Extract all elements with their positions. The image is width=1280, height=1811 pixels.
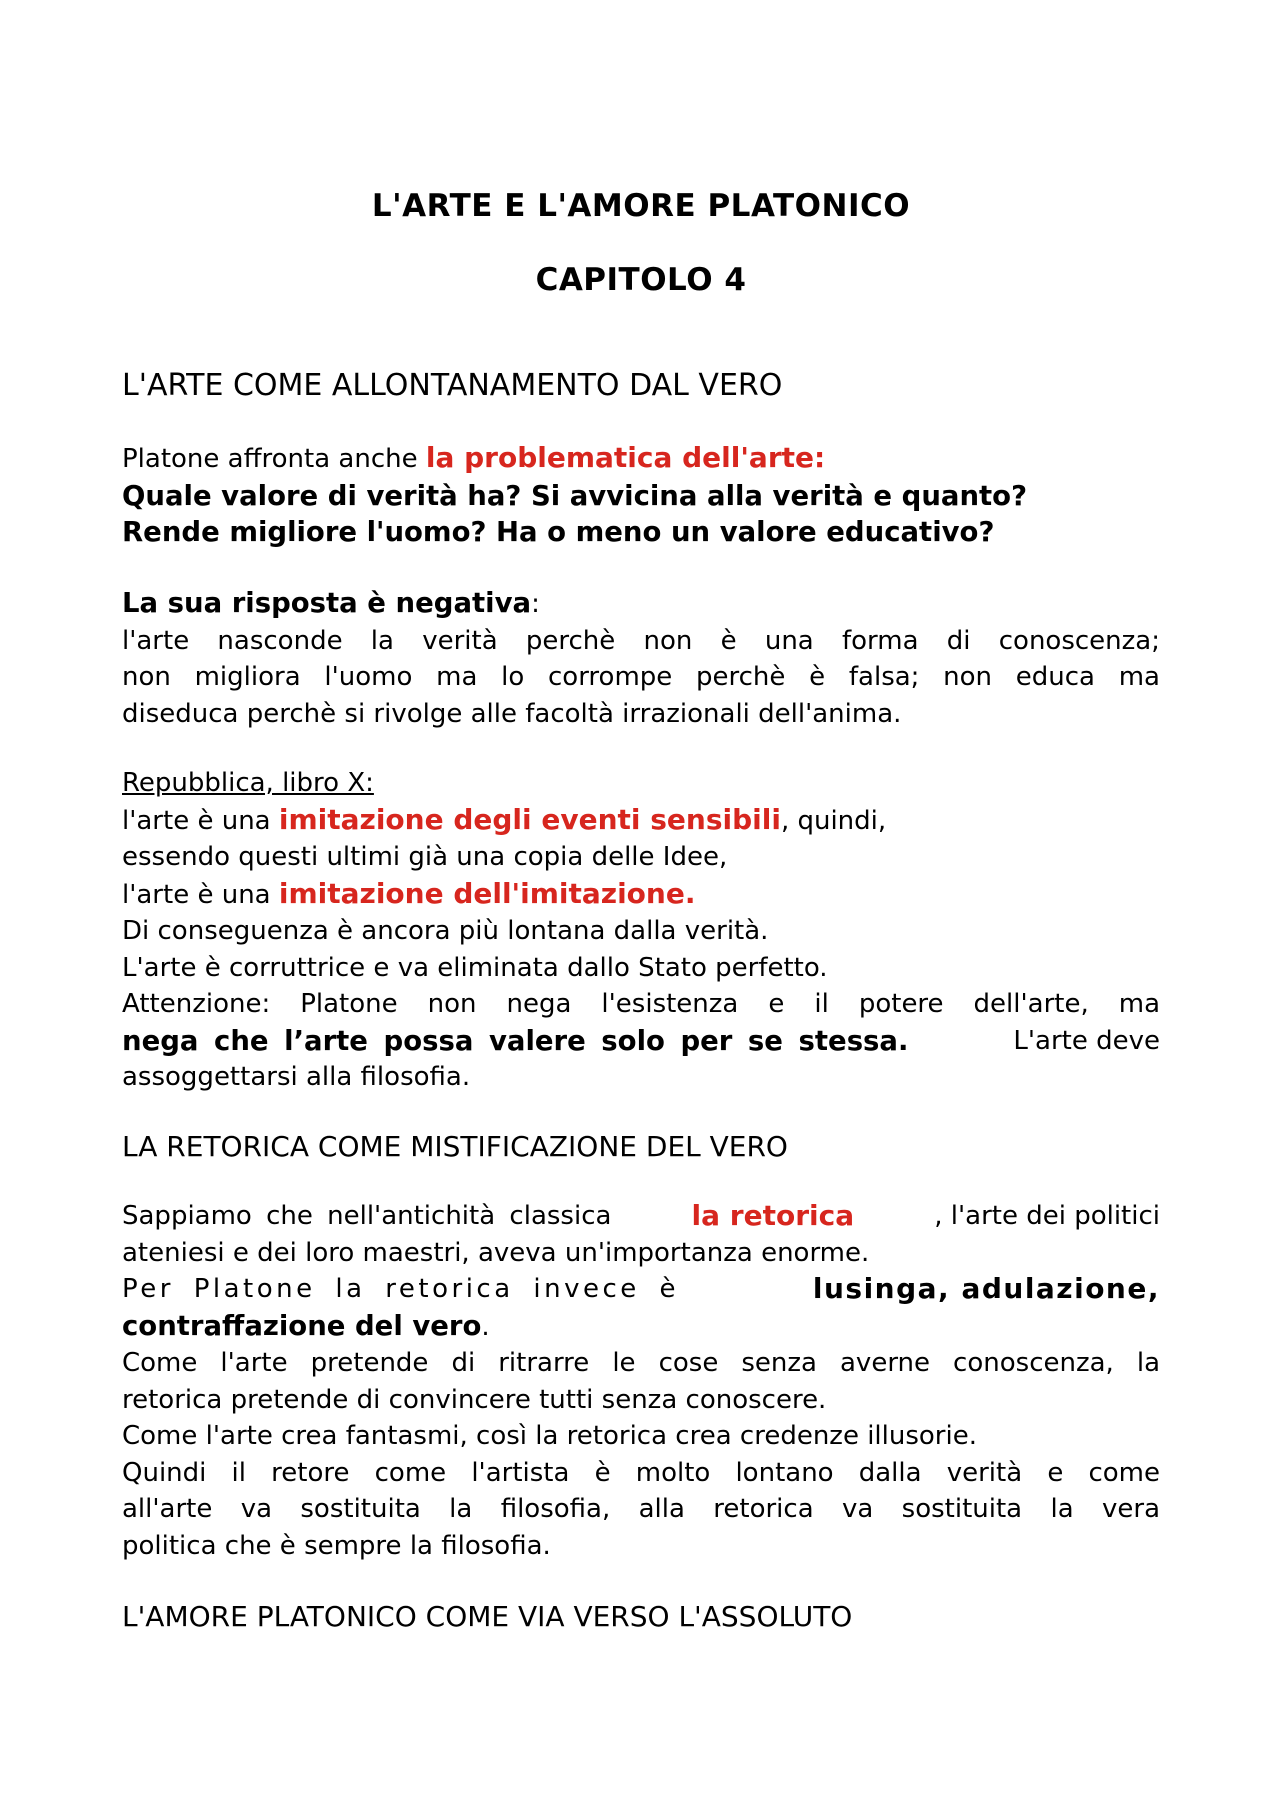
intro-paragraph	[122, 440, 1160, 551]
answer-bold: La sua risposta è negativa	[122, 587, 532, 619]
platone-line	[122, 1271, 1160, 1308]
repubblica-reference: Repubblica, libro X:	[122, 768, 374, 798]
retorica-line-2: ateniesi e dei loro maestri, aveva un'importanza enorme.	[122, 1237, 870, 1268]
retorica-1-text: Sappiamo che nell'antichità classica	[122, 1201, 612, 1231]
answer-line-1: l'arte nasconde la verità perchè non è una forma di conoscenza;	[122, 625, 1160, 656]
platone-text: Per Platone la retorica invece è	[122, 1274, 680, 1304]
contraffazione-dot: .	[481, 1311, 490, 1342]
attention-bold: nega che l’arte possa valere solo per se stessa.	[122, 1024, 909, 1057]
document-title: L'ARTE E L'AMORE PLATONICO	[371, 188, 911, 224]
answer-colon: :	[531, 589, 540, 619]
retorica-line-1	[122, 1198, 1160, 1235]
contraffazione-line	[122, 1308, 1160, 1346]
imitation-line-3	[122, 876, 1160, 914]
consequence-line-2: L'arte è corruttrice e va eliminata dallo Stato perfetto.	[122, 952, 828, 983]
answer-paragraph	[122, 585, 1160, 732]
question-line-1: Quale valore di verità ha? Si avvicina alla verità e quanto?	[122, 479, 1028, 512]
imitation-3-highlight: imitazione dell'imitazione.	[278, 876, 696, 910]
section-heading-retorica: LA RETORICA COME MISTIFICAZIONE DEL VERO	[122, 1130, 788, 1163]
consequence-line-1: Di conseguenza è ancora più lontana dalla verità.	[122, 916, 769, 946]
imitation-3-text: l'arte è una	[122, 879, 279, 910]
attention-line-2	[122, 1023, 1160, 1060]
fantasmi-line: Come l'arte crea fantasmi, così la retorica crea credenze illusorie.	[122, 1421, 977, 1451]
come-arte-line-2: retorica pretende di convincere tutti senza conoscere.	[122, 1384, 827, 1415]
quindi-line-3: politica che è sempre la filosofia.	[122, 1530, 551, 1561]
attention-tail: L'arte deve	[1013, 1025, 1160, 1056]
attention-line-1: Attenzione: Platone non nega l'esistenza e il potere dell'arte, ma	[122, 989, 1160, 1019]
quindi-line-2: all'arte va sostituita la filosofia, alla retorica va sostituita la vera	[122, 1494, 1160, 1524]
answer-heading-line	[122, 585, 1160, 623]
answer-line-3: diseduca perchè si rivolge alle facoltà irrazionali dell'anima.	[122, 698, 902, 729]
question-line-2: Rende migliore l'uomo? Ha o meno un valore educativo?	[122, 516, 995, 548]
contraffazione-bold: contraffazione del vero	[122, 1309, 482, 1342]
chapter-title: CAPITOLO 4	[535, 262, 747, 298]
imitation-line-1	[122, 802, 1160, 840]
intro-text: Platone affronta anche	[122, 444, 426, 474]
repubblica-paragraph	[122, 765, 1160, 1096]
section-heading-arte: L'ARTE COME ALLONTANAMENTO DAL VERO	[122, 368, 783, 403]
retorica-highlight: la retorica	[691, 1199, 855, 1232]
come-arte-line-1: Come l'arte pretende di ritrarre le cose senza averne conoscenza, la	[122, 1348, 1160, 1378]
platone-bold: lusinga, adulazione,	[812, 1272, 1160, 1305]
retorica-1-tail: , l'arte dei politici	[934, 1201, 1160, 1231]
intro-line	[122, 440, 1160, 478]
imitation-1-text: l'arte è una	[122, 805, 279, 836]
imitation-1-highlight: imitazione degli eventi sensibili	[278, 802, 781, 836]
retorica-paragraph	[122, 1198, 1160, 1564]
section-heading-amore: L'AMORE PLATONICO COME VIA VERSO L'ASSOLUTO	[122, 1600, 853, 1633]
answer-line-2: non migliora l'uomo ma lo corrompe perchè è falsa; non educa ma	[122, 662, 1160, 692]
imitation-1-tail: , quindi,	[780, 805, 887, 836]
quindi-line-1: Quindi il retore come l'artista è molto lontano dalla verità e come	[122, 1457, 1160, 1488]
attention-line-3: assoggettarsi alla filosofia.	[122, 1062, 471, 1092]
intro-highlight: la problematica dell'arte:	[425, 441, 826, 474]
imitation-line-2: essendo questi ultimi già una copia delle Idee,	[122, 842, 728, 872]
